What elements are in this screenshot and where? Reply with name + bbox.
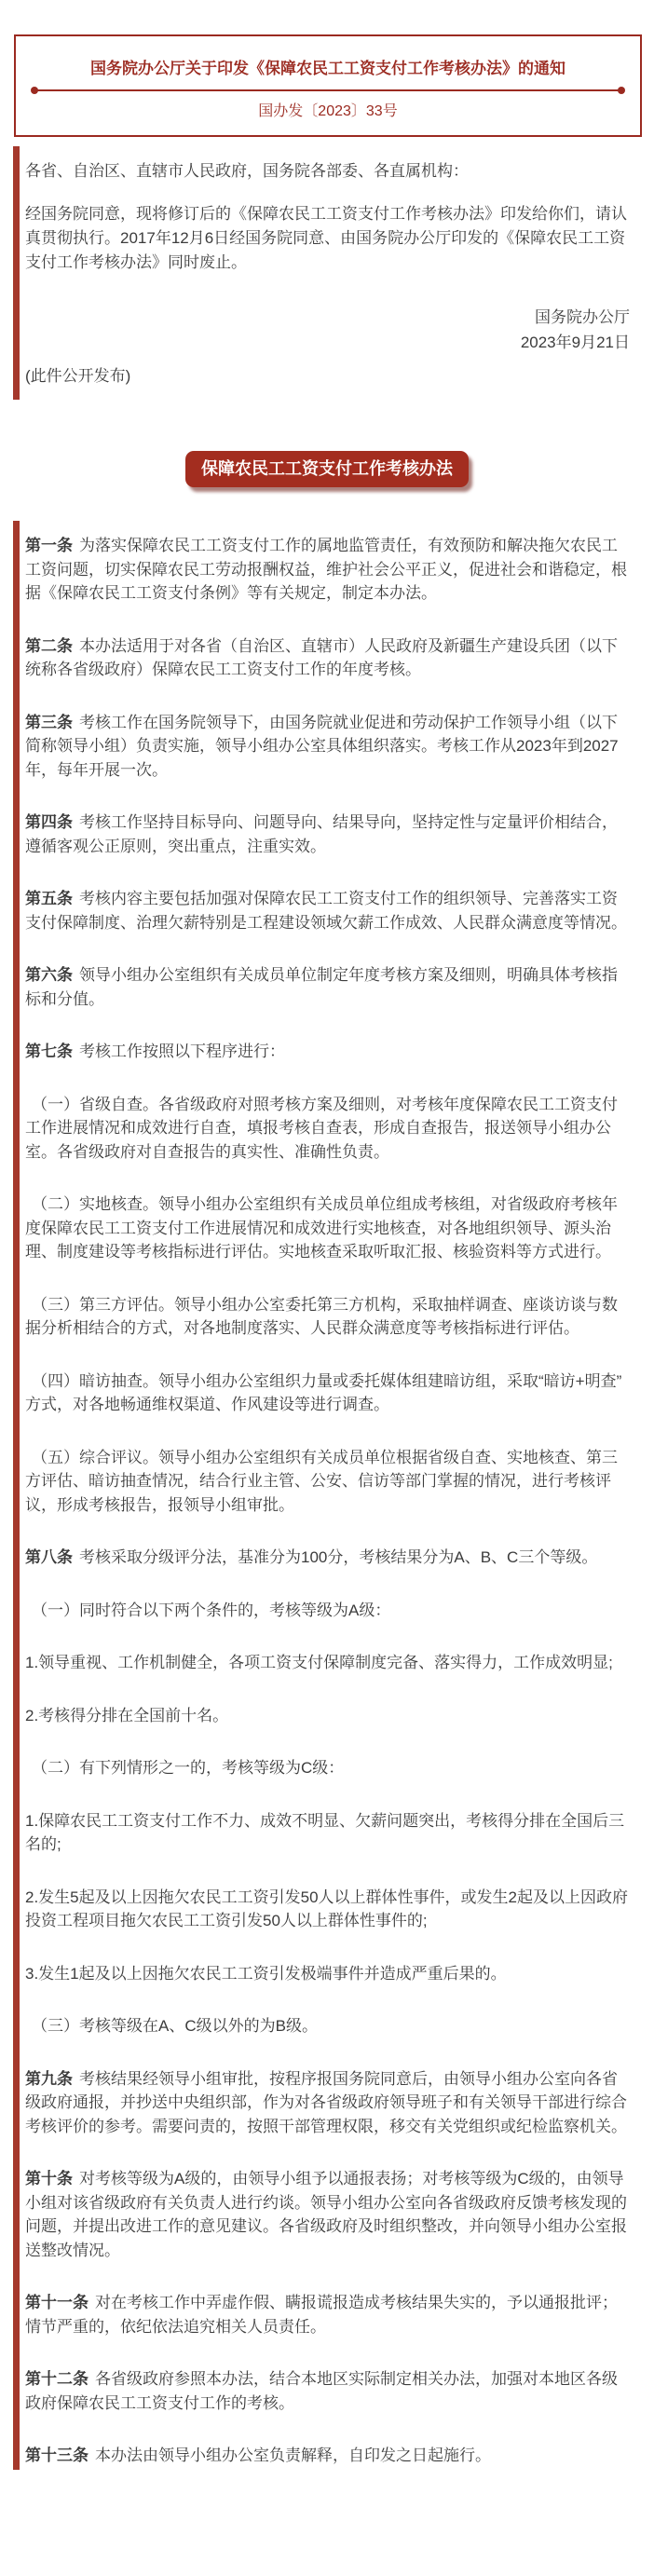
notice-header-box: [14, 34, 642, 137]
article-paragraph: [25, 2067, 630, 2139]
salutation: 各省、自治区、直辖市人民政府，国务院各部委、各直属机构：: [25, 162, 469, 180]
article-text: （四）暗访抽查。领导小组办公室组织力量或委托媒体组建暗访组，采取“暗访+明查”方式，对各地畅通维权渠道、作风建设等进行调查。: [25, 1371, 622, 1413]
article-text: 本办法适用于对各省（自治区、直辖市）人民政府及新疆生产建设兵团（以下统称各省级政府）保障农民工工资支付工作的年度考核。: [25, 636, 618, 678]
badge-row: [0, 451, 654, 487]
article-label: 第六条: [25, 966, 73, 984]
article-text: （二）实地核查。领导小组办公室组织有关成员单位组成考核组，对省级政府考核年度保障农民工工资支付工作进展情况和成效进行实地核查，对各地组织领导、源头治理、制度建设等考核指标进行评估。实地核查采取听取汇报、核验资料等方式进行。: [25, 1195, 618, 1261]
article-text: 1.领导重视、工作机制健全，各项工资支付保障制度完备、落实得力，工作成效明显;: [25, 1654, 613, 1671]
article-paragraph: [25, 1599, 630, 1623]
article-paragraph: [25, 1093, 630, 1165]
article-paragraph: [25, 2167, 630, 2262]
article-text: 本办法由领导小组办公室负责解释，自印发之日起施行。: [95, 2447, 491, 2464]
article-text: （一）省级自查。各省级政府对照考核方案及细则，对考核年度保障农民工工资支付工作进展情况和成效进行自查，填报考核自查表，形成自查报告，报送领导小组办公室。各省级政府对自查报告的真实性、准确性负责。: [25, 1095, 618, 1161]
article-paragraph: [25, 2014, 630, 2038]
article-text: （一）同时符合以下两个条件的，考核等级为A级：: [32, 1601, 391, 1619]
article-text: 考核结果经领导小组审批，按程序报国务院同意后，由领导小组办公室向各省级政府通报，并抄送中央组织部，作为对各省级政府领导班子和有关领导干部进行综合考核评价的参考。需要问责的，按照干部管理权限，移交有关党组织或纪检监察机关。: [25, 2069, 627, 2135]
article-text: 为落实保障农民工工资支付工作的属地监管责任，有效预防和解决拖欠农民工工资问题，切实保障农民工劳动报酬权益，维护社会公平正义，促进社会和谐稳定，根据《保障农民工工资支付条例》等有关规定，制定本办法。: [25, 537, 627, 602]
article-paragraph: [25, 1446, 630, 1518]
article-label: 第十二条: [25, 2370, 89, 2388]
divider-right-dot-icon: [618, 87, 625, 94]
article-label: 第十一条: [25, 2294, 89, 2311]
article-label: 第七条: [25, 1043, 73, 1060]
article-text: 3.发生1起及以上因拖欠农民工工资引发极端事件并造成严重后果的。: [25, 1964, 507, 1983]
article-text: 考核工作按照以下程序进行：: [79, 1043, 285, 1060]
article-text: （二）有下列情形之一的，考核等级为C级：: [32, 1759, 345, 1777]
document-number: 国办发〔2023〕33号: [258, 103, 398, 119]
article-text: 对考核等级为A级的，由领导小组予以通报表扬；对考核等级为C级的，由领导小组对该省级政府有关负责人进行约谈。领导小组办公室向各省级政府反馈考核发现的问题，并提出改进工作的意见建议。各省级政府及时组织整改，并向领导小组办公室报送整改情况。: [25, 2170, 627, 2259]
notice-body-text: 经国务院同意，现将修订后的《保障农民工工资支付工作考核办法》印发给你们，请认真贯彻执行。2017年12月6日经国务院同意、由国务院办公厅印发的《保障农民工工资支付工作考核办法》同时废止。: [25, 205, 627, 271]
notice-title: 国务院办公厅关于印发《保障农民工工资支付工作考核办法》的通知: [90, 60, 565, 77]
article-paragraph: [25, 1293, 630, 1341]
article-paragraph: [25, 711, 630, 783]
article-text: 考核工作在国务院领导下，由国务院就业促进和劳动保护工作领导小组（以下简称领导小组）负责实施，领导小组办公室具体组织落实。考核工作从2023年到2027年，每年开展一次。: [25, 713, 619, 779]
article-text: 2.考核得分排在全国前十名。: [25, 1706, 229, 1724]
article-paragraph: [25, 1886, 630, 1933]
article-text: 各省级政府参照本办法，结合本地区实际制定相关办法，加强对本地区各级政府保障农民工工资支付工作的考核。: [25, 2370, 618, 2412]
article-paragraph: [25, 887, 630, 934]
article-label: 第九条: [25, 2069, 73, 2088]
article-text: 1.保障农民工工资支付工作不力、成效不明显、欠薪问题突出，考核得分排在全国后三名的;: [25, 1811, 625, 1853]
signer-name: 国务院办公厅: [535, 308, 630, 326]
article-paragraph: [25, 1040, 630, 1064]
article-label: 第十条: [25, 2170, 73, 2188]
article-paragraph: [25, 2367, 630, 2415]
article-label: 第五条: [25, 890, 73, 907]
article-paragraph: [25, 634, 630, 682]
article-text: （五）综合评议。领导小组办公室组织有关成员单位根据省级自查、实地核查、第三方评估、暗访抽查情况，结合行业主管、公安、信访等部门掌握的情况，进行考核评议，形成考核报告，报领导小组审批。: [25, 1448, 618, 1514]
article-text: 考核工作坚持目标导向、问题导向、结果导向，坚持定性与定量评价相结合，遵循客观公正原则，突出重点，注重实效。: [25, 813, 618, 855]
article-text: 领导小组办公室组织有关成员单位制定年度考核方案及细则，明确具体考核指标和分值。: [25, 966, 618, 1008]
article-paragraph: [25, 1370, 630, 1417]
measure-title-badge: 保障农民工工资支付工作考核办法: [185, 451, 469, 487]
article-label: 第二条: [25, 636, 73, 655]
articles-list: [25, 534, 630, 2468]
article-paragraph: [25, 963, 630, 1011]
article-paragraph: [25, 1704, 630, 1728]
article-paragraph: [25, 1193, 630, 1264]
articles-block: [13, 521, 630, 2470]
divider-line: [34, 89, 621, 91]
article-label: 第十三条: [25, 2447, 89, 2464]
article-label: 第一条: [25, 537, 73, 554]
title-divider: [31, 87, 625, 94]
signature-block: [25, 305, 630, 355]
article-text: （三）考核等级在A、C级以外的为B级。: [32, 2017, 318, 2035]
article-label: 第三条: [25, 713, 73, 731]
article-paragraph: [25, 2291, 630, 2338]
article-paragraph: [25, 534, 630, 606]
article-text: 对在考核工作中弄虚作假、瞒报谎报造成考核结果失实的，予以通报批评；情节严重的，依纪依法追究相关人员责任。: [25, 2294, 618, 2336]
article-paragraph: [25, 811, 630, 858]
article-paragraph: [25, 1651, 630, 1675]
article-text: 考核采取分级评分法，基准分为100分，考核结果分为A、B、C三个等级。: [79, 1548, 598, 1566]
article-label: 第八条: [25, 1548, 73, 1566]
article-paragraph: [25, 2444, 630, 2468]
article-text: （三）第三方评估。领导小组办公室委托第三方机构，采取抽样调查、座谈访谈与数据分析相结合的方式，对各地制度落实、人民群众满意度等考核指标进行评估。: [25, 1295, 618, 1337]
article-text: 考核内容主要包括加强对保障农民工工资支付工作的组织领导、完善落实工资支付保障制度、治理欠薪特别是工程建设领域欠薪工作成效、人民群众满意度等情况。: [25, 890, 627, 932]
article-paragraph: [25, 1809, 630, 1857]
article-text: 2.发生5起及以上因拖欠农民工工资引发50人以上群体性事件，或发生2起及以上因政府投资工程项目拖欠农民工工资引发50人以上群体性事件的;: [25, 1888, 628, 1929]
article-paragraph: [25, 1546, 630, 1570]
article-paragraph: [25, 1962, 630, 1986]
notice-body-block: [13, 146, 630, 400]
article-paragraph: [25, 1756, 630, 1780]
sign-date: 2023年9月21日: [520, 334, 630, 351]
public-release-note: (此件公开发布): [25, 367, 131, 385]
article-label: 第四条: [25, 813, 73, 831]
